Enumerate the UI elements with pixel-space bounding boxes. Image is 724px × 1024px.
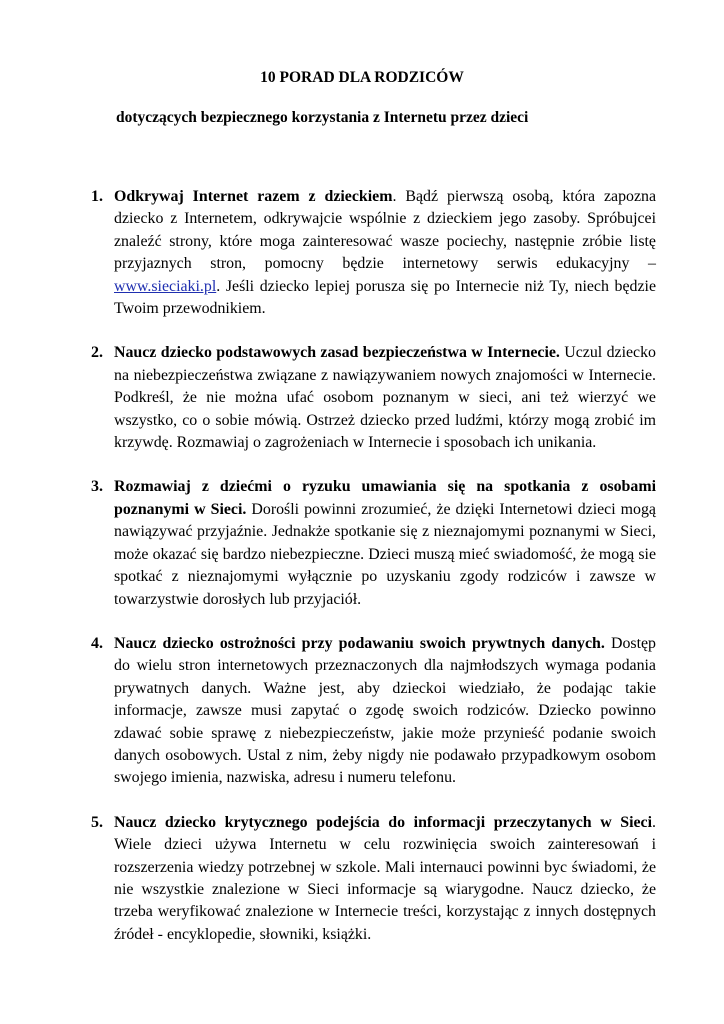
advice-text: . Bądź pierwszą osobą, która zapozna dziecko z Internetem, odkrywajcie wspólnie z dzieckiem jego zasoby. Spróbujcei znaleźć strony, które moga zainteresować wasze pociechy, następnie zróbie listę przyjaznych stron, pomocny będzie internetowy serwis edukacyjny –: [114, 188, 657, 273]
advice-body: [114, 812, 656, 946]
advice-body: [114, 342, 656, 454]
advice-heading: Odkrywaj Internet razem z dzieckiem: [114, 188, 393, 205]
advice-number: 1.: [91, 188, 103, 205]
advice-number: 3.: [91, 478, 103, 496]
advice-item-1: [0, 186, 724, 320]
advice-body: [114, 633, 656, 790]
advice-heading: Naucz dziecko ostrożności przy podawaniu swoich prywtnych danych.: [114, 634, 605, 652]
advice-number: 2.: [91, 344, 103, 362]
advice-text: Dostęp do wielu stron internetowych przeznaczonych dla najmłodszych wymaga podania prywatnych danych. Ważne jest, aby dzieckoi wiedziało, że podając takie informacje, zawsze musi zapytać o zgodę swoich rodziców. Dziecko powinno zdawać sobie sprawę z niebezpieczeństw, jakie może przynieść podanie swoich danych osobowych. Ustal z nim, żeby nigdy nie podawało przypadkowym osobom swojego imienia, nazwiska, adresu i numeru telefonu.: [114, 634, 656, 787]
advice-item-4: [0, 633, 724, 790]
advice-body: [114, 476, 656, 610]
advice-text-continued: . Jeśli dziecko lepiej porusza się po Internecie niż Ty, niech będzie Twoim przewodnikiem.: [114, 277, 656, 318]
advice-heading: Naucz dziecko krytycznego podejścia do informacji przeczytanych w Sieci: [114, 813, 653, 831]
advice-text: Dorośli powinni zrozumieć, że dzięki Internetowi dzieci mogą nawiązywać przyjaźnie. Jednakże spotkanie się z nieznajomymi poznanymi w Sieci, może okazać się bardzo niebezpieczne. Dzieci muszą mieć swiadomość, że mogą sie spotkać z nieznajomymi wyłącznie po uzyskaniu zgody rodziców i zawsze w towarzystwie dorosłych lub przyjaciół.: [114, 500, 656, 608]
advice-item-5: [0, 812, 724, 946]
advice-text: Uczul dziecko na niebezpieczeństwa związane z nawiązywaniem nowych znajomości w Internecie. Podkreśl, że nie można ufać osobom poznanym w sieci, ani też wierzyć we wszystko, co o sobie mówią. Ostrzeż dziecko przed ludźmi, którzy mogą zrobić im krzywdę. Rozmawiaj o zagrożeniach w Internecie i sposobach ich unikania.: [114, 344, 656, 452]
page-title: 10 PORAD DLA RODZICÓW: [260, 69, 464, 86]
advice-item-2: [0, 342, 724, 454]
sieciaki-link[interactable]: www.sieciaki.pl: [114, 277, 217, 295]
advice-number: 5.: [91, 813, 103, 831]
advice-heading: Naucz dziecko podstawowych zasad bezpieczeństwa w Internecie.: [114, 344, 560, 362]
advice-list: [0, 186, 724, 968]
advice-body: [114, 186, 656, 320]
advice-number: 4.: [91, 634, 103, 652]
page-subtitle: dotyczących bezpiecznego korzystania z Internetu przez dzieci: [116, 109, 529, 126]
advice-heading: Rozmawiaj z dziećmi o ryzuku umawiania się na spotkania z osobami poznanymi w Sieci.: [114, 478, 656, 518]
advice-item-3: [0, 476, 724, 610]
advice-text: . Wiele dzieci używa Internetu w celu rozwinięcia swoich zainteresowań i rozszerzenia wiedzy potrzebnej w szkole. Mali internauci powinni byc świadomi, że nie wszystkie znalezione w Sieci informacje są wiarygodne. Naucz dziecko, że trzeba weryfikować znalezione w Internecie treści, korzystając z innych dostępnych źródeł - encyklopedie, słowniki, książki.: [114, 813, 656, 943]
